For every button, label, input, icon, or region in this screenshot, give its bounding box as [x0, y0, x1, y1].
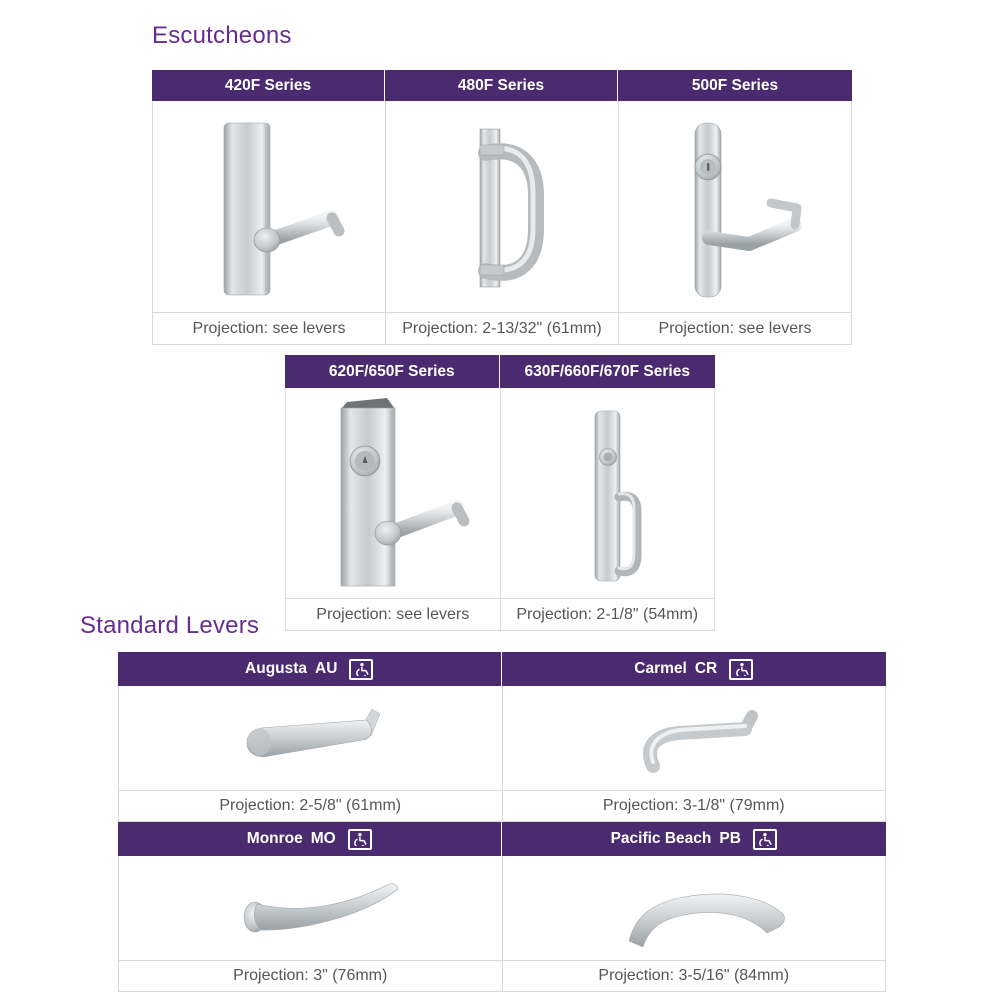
480f-door-pull-escutcheon-image — [420, 107, 585, 307]
projection-label: Projection: 2-5/8" (61mm) — [118, 790, 503, 822]
product-image-cell — [285, 388, 501, 598]
projection-label: Projection: see levers — [152, 312, 386, 345]
escutcheon-column-420f — [152, 70, 386, 345]
wheelchair-accessible-icon — [349, 659, 373, 680]
lever-name: Augusta — [245, 660, 308, 677]
lever-code: MO — [310, 830, 336, 847]
projection-label: Projection: 2-1/8" (54mm) — [500, 598, 716, 631]
lever-header-carmel — [502, 652, 887, 686]
lever-code: CR — [694, 660, 718, 677]
product-image-cell — [502, 856, 887, 960]
500f-cylinder-lever-escutcheon-image — [645, 107, 825, 307]
escutcheons-table-row2 — [285, 355, 715, 631]
lever-header-monroe — [118, 822, 503, 856]
projection-label: Projection: 3-1/8" (79mm) — [502, 790, 887, 822]
wheelchair-accessible-icon — [729, 659, 753, 680]
lever-column-left — [118, 652, 503, 992]
series-header: 630F/660F/670F Series — [500, 355, 716, 388]
lever-name: Monroe — [246, 830, 303, 847]
product-image-cell — [618, 101, 852, 312]
420f-plate-lever-escutcheon-image — [174, 107, 364, 307]
series-header: 500F Series — [618, 70, 852, 101]
lever-header-pacific-beach — [502, 822, 887, 856]
lever-name: Pacific Beach — [610, 830, 712, 847]
lever-code: AU — [315, 660, 338, 677]
product-image-cell — [118, 856, 503, 960]
projection-label: Projection: 3" (76mm) — [118, 960, 503, 992]
augusta-lever-image — [215, 692, 405, 784]
series-header: 480F Series — [385, 70, 619, 101]
product-image-cell — [385, 101, 619, 312]
escutcheon-column-620f-650f — [285, 355, 501, 631]
product-image-cell — [502, 686, 887, 790]
product-image-cell — [152, 101, 386, 312]
projection-label: Projection: see levers — [618, 312, 852, 345]
lever-code: PB — [719, 830, 741, 847]
escutcheon-column-500f — [618, 70, 852, 345]
projection-label: Projection: see levers — [285, 598, 501, 631]
630f-660f-670f-thumbpiece-escutcheon-image — [535, 393, 680, 593]
standard-levers-table — [118, 652, 886, 992]
carmel-lever-image — [599, 692, 789, 784]
wheelchair-accessible-icon — [348, 829, 372, 850]
wheelchair-accessible-icon — [753, 829, 777, 850]
620f-650f-cylinder-lever-escutcheon-image — [295, 393, 490, 593]
escutcheons-table-row1 — [152, 70, 852, 345]
projection-label: Projection: 2-13/32" (61mm) — [385, 312, 619, 345]
series-header: 620F/650F Series — [285, 355, 501, 388]
standard-levers-heading: Standard Levers — [80, 612, 260, 639]
escutcheon-column-480f — [385, 70, 619, 345]
projection-label: Projection: 3-5/16" (84mm) — [502, 960, 887, 992]
pacific-beach-lever-image — [589, 861, 799, 956]
lever-name: Carmel — [634, 660, 687, 677]
product-image-cell — [118, 686, 503, 790]
escutcheon-column-630f-660f-670f — [500, 355, 716, 631]
lever-column-right — [502, 652, 887, 992]
monroe-lever-image — [205, 862, 415, 954]
product-image-cell — [500, 388, 716, 598]
escutcheons-heading: Escutcheons — [152, 22, 292, 49]
series-header: 420F Series — [152, 70, 386, 101]
lever-header-augusta — [118, 652, 503, 686]
